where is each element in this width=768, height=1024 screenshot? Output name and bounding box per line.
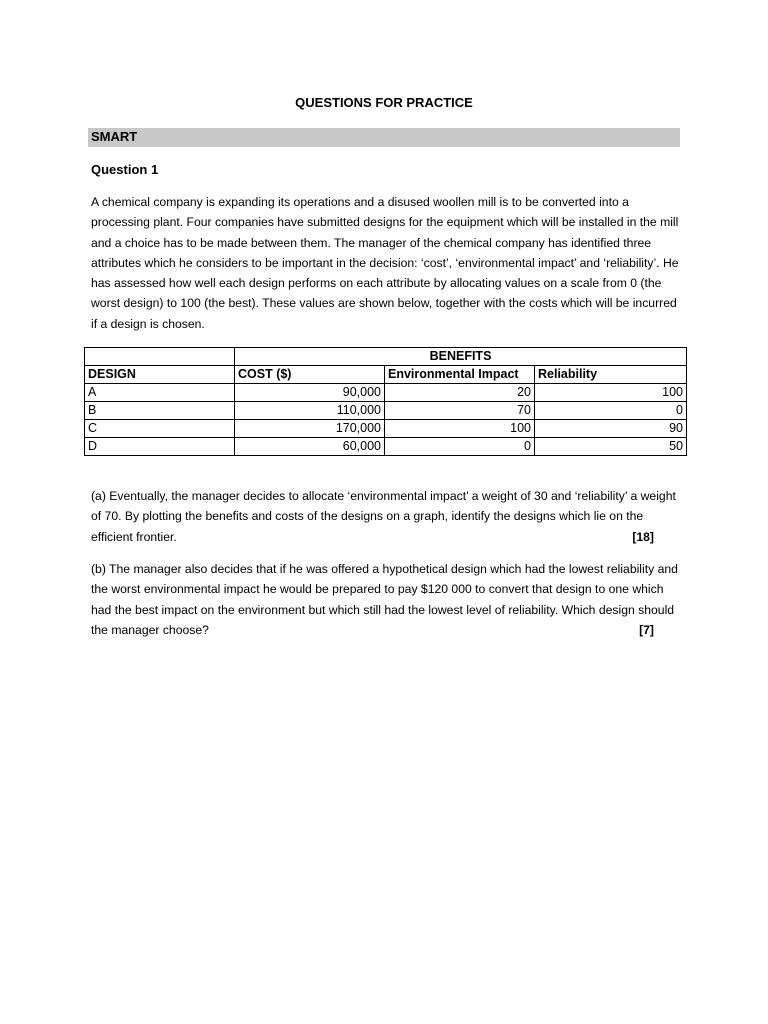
question-part-a <box>91 486 679 547</box>
design-cell: C <box>85 420 235 438</box>
cost-cell: 90,000 <box>235 384 385 402</box>
table-row <box>85 384 687 402</box>
column-header-reliability: Reliability <box>535 366 687 384</box>
column-header-design: DESIGN <box>85 366 235 384</box>
design-cell: B <box>85 402 235 420</box>
environmental-impact-cell: 100 <box>385 420 535 438</box>
environmental-impact-cell: 20 <box>385 384 535 402</box>
part-a-text: (a) Eventually, the manager decides to allocate ‘environmental impact’ a weight of 30 and ‘reliability’ a weight of 70. By plotting the benefits and costs of the designs on a graph, identify the designs which lie on the efficient frontier. <box>91 489 676 544</box>
column-header-environmental-impact: Environmental Impact <box>385 366 535 384</box>
design-cell: D <box>85 438 235 456</box>
document-title: QUESTIONS FOR PRACTICE <box>295 95 473 110</box>
cost-cell: 110,000 <box>235 402 385 420</box>
reliability-cell: 90 <box>535 420 687 438</box>
question-part-b <box>91 559 679 640</box>
section-header-bar <box>88 128 680 147</box>
part-a-marks: [18] <box>632 529 654 544</box>
cost-cell: 170,000 <box>235 420 385 438</box>
section-label: SMART <box>91 129 138 144</box>
table-row <box>85 420 687 438</box>
benefits-group-header: BENEFITS <box>235 348 687 366</box>
table-row <box>85 438 687 456</box>
reliability-cell: 0 <box>535 402 687 420</box>
part-b-marks: [7] <box>639 622 654 637</box>
part-b-text: (b) The manager also decides that if he was offered a hypothetical design which had the lowest reliability and the worst environmental impact he would be prepared to pay $120 000 to convert that design to one which had the best impact on the environment but which still had the lowest level of reliability. Which design should the manager choose? <box>91 562 678 637</box>
environmental-impact-cell: 0 <box>385 438 535 456</box>
table-cell-empty <box>85 348 235 366</box>
environmental-impact-cell: 70 <box>385 402 535 420</box>
cost-cell: 60,000 <box>235 438 385 456</box>
question-intro-paragraph: A chemical company is expanding its operations and a disused woollen mill is to be converted into a processing plant. Four companies have submitted designs for the equipment which will be installed in the mill and a choice has to be made between them. The manager of the chemical company has identified three attributes which he considers to be important in the decision: ‘cost’, ‘environmental impact’ and ‘reliability’. He has assessed how well each design performs on each attribute by allocating values on a scale from 0 (the worst design) to 100 (the best). These values are shown below, together with the costs which will be incurred if a design is chosen. <box>91 195 679 331</box>
table-group-header-row <box>85 348 687 366</box>
reliability-cell: 50 <box>535 438 687 456</box>
design-cell: A <box>85 384 235 402</box>
table-row <box>85 402 687 420</box>
reliability-cell: 100 <box>535 384 687 402</box>
column-header-cost: COST ($) <box>235 366 385 384</box>
table-header-row <box>85 366 687 384</box>
design-attributes-table <box>84 347 687 456</box>
question-heading: Question 1 <box>91 162 159 177</box>
